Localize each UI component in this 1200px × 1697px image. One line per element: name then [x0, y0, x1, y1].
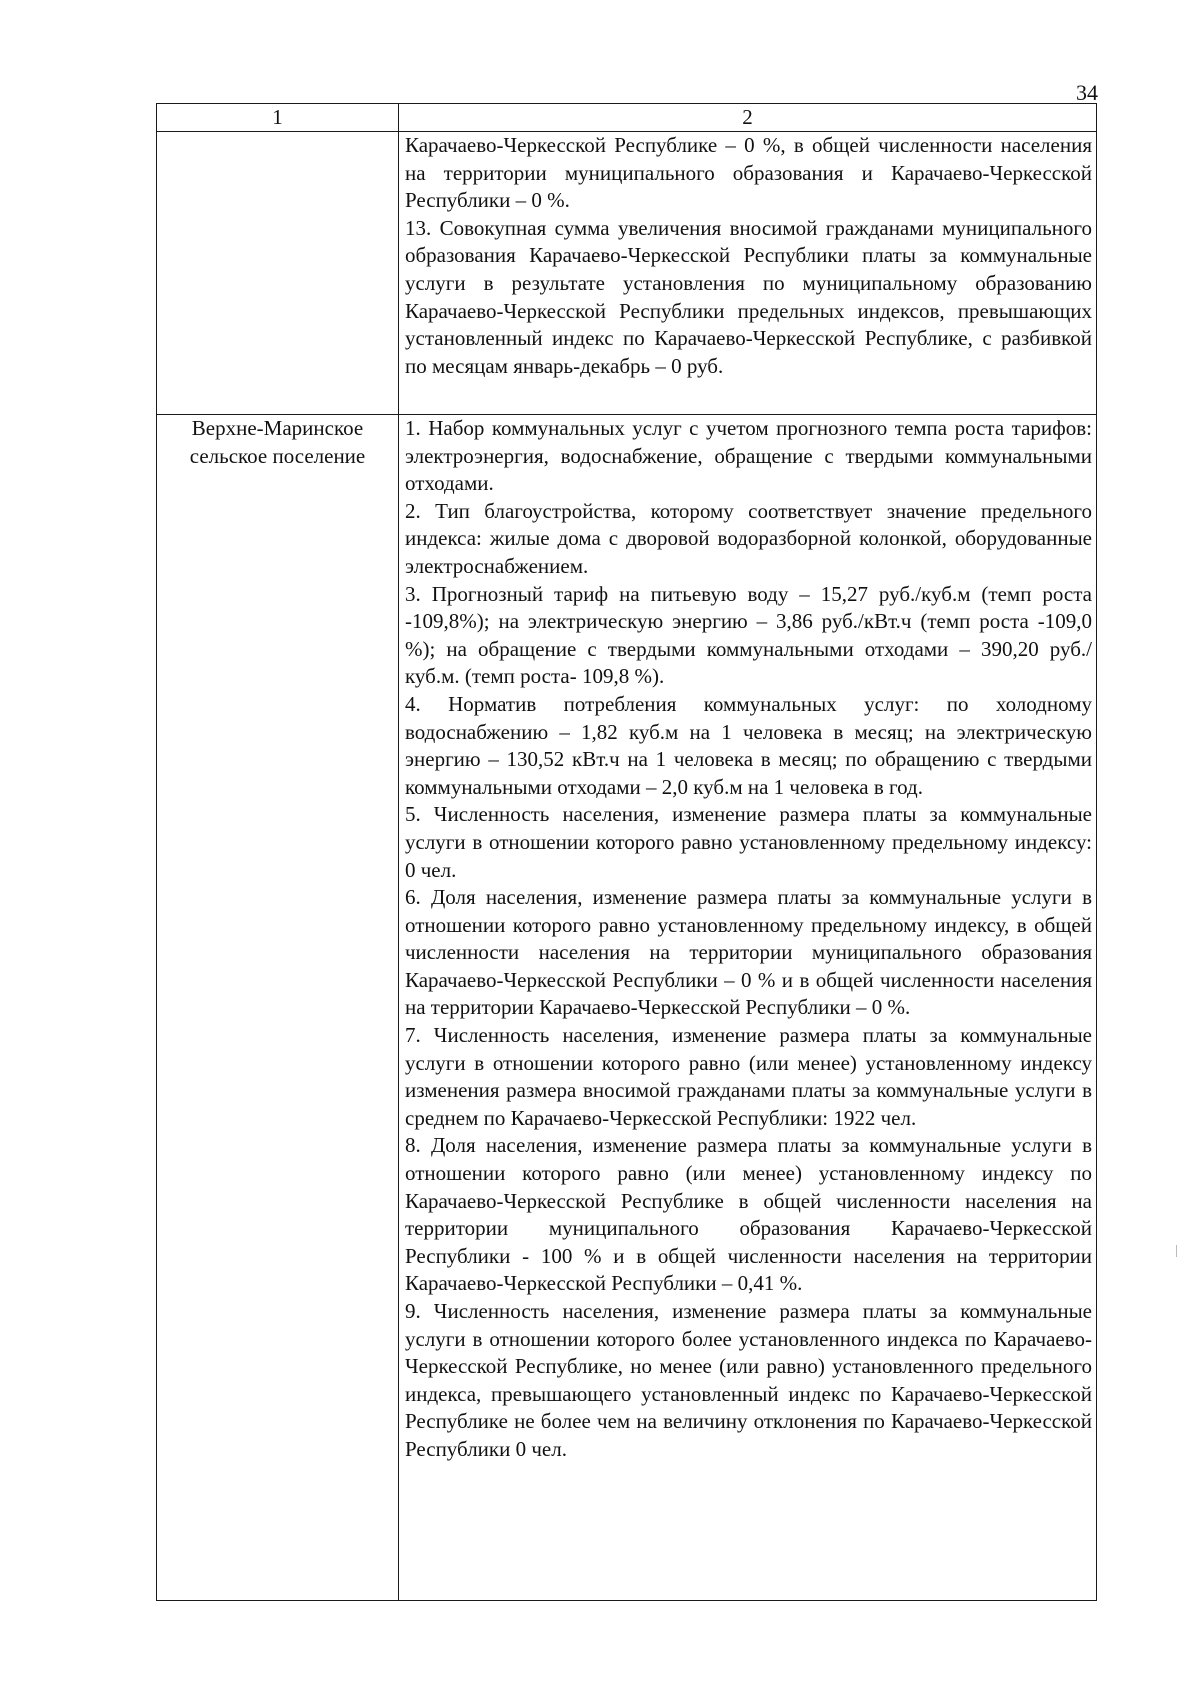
description-paragraph: 9. Численность населения, изменение размера платы за коммунальные услуги в отношении которого более установленного индекса по Карачаево-Черкесской Республике, но менее (или равно) установленного предельного индекса, превышающего установленный индекс по Карачаево-Черкесской Республике не более чем на величину отклонения по Карачаево-Черкесской Республики 0 чел.	[405, 1299, 1092, 1461]
table-row	[157, 132, 1097, 415]
municipality-cell	[157, 132, 399, 415]
description-paragraph: 1. Набор коммунальных услуг с учетом прогнозного темпа роста тарифов: электроэнергия, водоснабжение, обращение с твердыми коммунальными отходами.	[405, 416, 1092, 496]
table-row	[157, 415, 1097, 1601]
description-paragraph: Карачаево-Черкесской Республике – 0 %, в общей численности населения на территории муниципального образования и Карачаево-Черкесской Республики – 0 %.	[405, 133, 1092, 213]
description-paragraph: 3. Прогнозный тариф на питьевую воду – 15,27 руб./куб.м (темп роста -109,8%); на электрическую энергию – 3,86 руб./кВт.ч (темп роста -109,0 %); на обращение с твердыми коммунальными отходами – 390,20 руб./куб.м. (темп роста- 109,8 %).	[405, 581, 1092, 689]
column-number-1: 1	[157, 104, 399, 132]
description-cell	[399, 132, 1097, 415]
column-number-2: 2	[399, 104, 1097, 132]
municipality-cell: Верхне-Маринское сельское поселение	[157, 415, 399, 1601]
table-header-row	[157, 104, 1097, 132]
document-table	[156, 103, 1097, 1601]
description-cell	[399, 415, 1097, 1601]
description-paragraph: 4. Норматив потребления коммунальных услуг: по холодному водоснабжению – 1,82 куб.м на 1 человека в месяц; на электрическую энергию – 130,52 кВт.ч на 1 человека в месяц; по обращению с твердыми коммунальными отходами – 2,0 куб.м на 1 человека в год.	[405, 691, 1092, 799]
description-paragraph: 13. Совокупная сумма увеличения вносимой гражданами муниципального образования Карачаево-Черкесской Республики платы за коммунальные услуги в результате установления по муниципальному образованию Карачаево-Черкесской Республики предельных индексов, превышающих установленный индекс по Карачаево-Черкесской Республике, с разбивкой по месяцам январь-декабрь – 0 руб.	[405, 215, 1092, 378]
scan-mark	[1176, 1245, 1177, 1257]
description-paragraph: 2. Тип благоустройства, которому соответствует значение предельного индекса: жилые дома с дворовой водоразборной колонкой, оборудованные электроснабжением.	[405, 498, 1092, 578]
page-number: 34	[1076, 80, 1098, 105]
description-paragraph: 8. Доля населения, изменение размера платы за коммунальные услуги в отношении которого равно (или менее) установленному индексу по Карачаево-Черкесской Республике в общей численности населения на территории муниципального образования Карачаево-Черкесской Республики - 100 % и в общей численности населения на территории Карачаево-Черкесской Республики – 0,41 %.	[405, 1133, 1092, 1296]
description-paragraph: 6. Доля населения, изменение размера платы за коммунальные услуги в отношении которого равно установленному предельному индексу, в общей численности населения на территории муниципального образования Карачаево-Черкесской Республики – 0 % и в общей численности населения на территории Карачаево-Черкесской Республики – 0 %.	[405, 885, 1092, 1020]
description-paragraph: 5. Численность населения, изменение размера платы за коммунальные услуги в отношении которого равно установленному предельному индексу: 0 чел.	[405, 802, 1092, 882]
description-paragraph: 7. Численность населения, изменение размера платы за коммунальные услуги в отношении которого равно (или менее) установленному индексу изменения размера вносимой гражданами платы за коммунальные услуги в среднем по Карачаево-Черкесской Республики: 1922 чел.	[405, 1023, 1092, 1130]
